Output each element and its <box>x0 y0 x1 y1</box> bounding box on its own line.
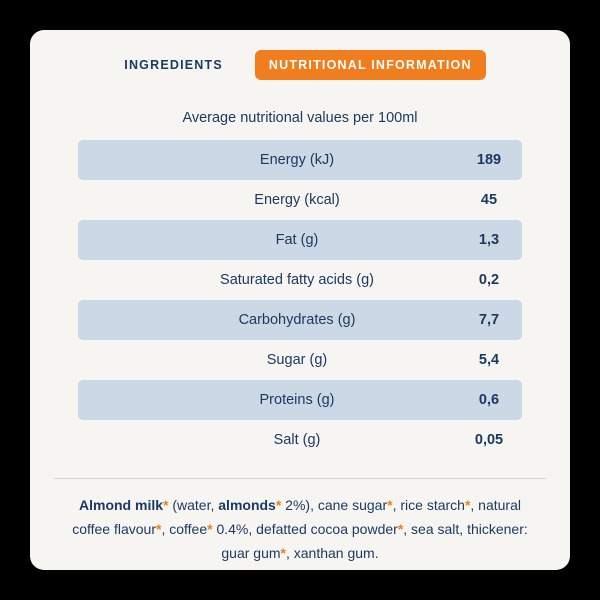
ingredients-segment: , xanthan gum. <box>285 545 379 562</box>
table-row <box>78 220 522 260</box>
ingredients-segment: , sea salt, thickener: guar gum <box>221 521 528 562</box>
asterisk-marker: * <box>397 521 404 538</box>
ingredients-segment: (water, <box>168 497 219 513</box>
nutrient-value: 1,3 <box>478 232 500 248</box>
nutrition-card <box>30 30 570 570</box>
tab-ingredients[interactable]: INGREDIENTS <box>124 58 223 72</box>
ingredients-segment: , rice starch <box>392 497 465 513</box>
nutrient-label: Sugar (g) <box>266 352 328 368</box>
asterisk-marker: * <box>387 497 393 513</box>
table-row <box>78 380 522 420</box>
table-row <box>78 340 522 380</box>
asterisk-marker: * <box>280 545 286 562</box>
nutrient-value: 189 <box>476 152 502 168</box>
nutrient-label: Carbohydrates (g) <box>238 312 356 328</box>
nutrient-label: Fat (g) <box>275 232 319 248</box>
section-divider <box>54 478 546 479</box>
table-row <box>78 260 522 300</box>
asterisk-marker: * <box>275 497 282 513</box>
ingredients-segment: , coffee <box>161 521 208 538</box>
nutrient-label: Energy (kcal) <box>254 192 340 208</box>
table-subtitle: Average nutritional values per 100ml <box>182 110 418 126</box>
nutrient-label: Proteins (g) <box>259 392 335 408</box>
ingredient-almond-milk: Almond milk <box>79 497 164 513</box>
nutrient-label: Salt (g) <box>273 432 321 448</box>
nutrient-value: 5,4 <box>478 352 500 368</box>
table-row <box>78 420 522 460</box>
ingredients-segment: , natural coffee flavour <box>72 497 521 538</box>
nutrient-label: Saturated fatty acids (g) <box>220 272 374 288</box>
nutrient-value: 0,05 <box>474 432 504 448</box>
nutrition-table <box>78 140 522 460</box>
nutrient-value: 7,7 <box>478 312 500 328</box>
ingredients-text <box>64 493 536 565</box>
tab-bar <box>30 30 570 80</box>
asterisk-marker: * <box>464 497 471 513</box>
ingredients-segment: 0.4%, defatted cocoa powder <box>212 521 398 538</box>
tab-nutritional-information[interactable]: NUTRITIONAL INFORMATION <box>255 50 486 80</box>
table-row <box>78 140 522 180</box>
table-row <box>78 180 522 220</box>
nutrient-label: Energy (kJ) <box>259 152 335 168</box>
ingredient-almonds: almonds <box>218 497 276 513</box>
nutrient-value: 0,2 <box>478 272 500 288</box>
nutrient-value: 0,6 <box>478 392 500 408</box>
asterisk-marker: * <box>207 521 213 538</box>
ingredients-segment: 2%), cane sugar <box>281 497 388 513</box>
nutrient-value: 45 <box>480 192 498 208</box>
table-row <box>78 300 522 340</box>
asterisk-marker: * <box>163 497 169 513</box>
asterisk-marker: * <box>156 521 162 538</box>
